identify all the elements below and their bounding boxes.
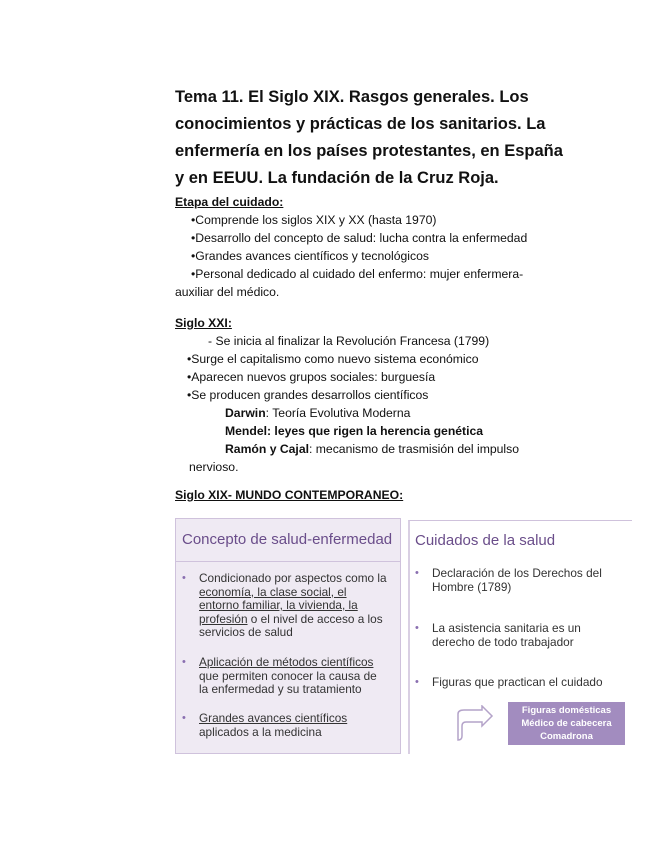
siglo-item-3: •Se producen grandes desarrollos científicos — [187, 388, 429, 402]
bullet-line: que permiten conocer la causa de — [199, 668, 377, 683]
bullet-icon: • — [182, 656, 186, 668]
etapa-header: Etapa del cuidado: — [175, 195, 284, 209]
siglo-header: Siglo XXI: — [175, 316, 232, 330]
scientist-name: Mendel: leyes que rigen la herencia genética — [225, 424, 484, 438]
bullet-icon: • — [182, 572, 186, 584]
scientist-darwin — [175, 404, 519, 422]
scientist-name: Darwin — [225, 406, 266, 420]
bullet-rest: o el nivel de acceso a los — [247, 611, 383, 626]
bullet-line: Declaración de los Derechos del — [432, 566, 602, 580]
bullet-line: la enfermedad y su tratamiento — [199, 682, 362, 696]
bullet-line: Grandes avances científicos — [199, 711, 348, 725]
scientist-mendel — [175, 422, 519, 440]
figures-box — [508, 702, 625, 745]
etapa-item-2: •Desarrollo del concepto de salud: lucha contra la enfermedad — [191, 231, 528, 245]
bullet-icon: • — [182, 712, 186, 724]
left-bullet-2 — [182, 655, 377, 697]
contemporaneo-header: Siglo XIX- MUNDO CONTEMPORANEO: — [175, 488, 404, 502]
bullet-line: Hombre (1789) — [432, 579, 512, 594]
bullet-line — [199, 613, 387, 627]
figure-item: Comadrona — [540, 731, 593, 742]
siglo-item-2: •Aparecen nuevos grupos sociales: burguesía — [187, 370, 436, 384]
scientist-desc: : mecanismo de trasmisión del impulso — [309, 442, 519, 456]
box-divider — [176, 561, 400, 562]
salud-enfermedad-box — [175, 518, 401, 754]
etapa-section — [175, 193, 527, 301]
title-line-3: enfermería en los países protestantes, en España — [175, 142, 563, 160]
box-title: Concepto de salud-enfermedad — [182, 531, 393, 548]
cuidados-salud-box — [408, 520, 632, 754]
bullet-icon: • — [415, 676, 419, 688]
scientist-desc: : Teoría Evolutiva Moderna — [265, 406, 411, 420]
box-title: Cuidados de la salud — [415, 532, 556, 549]
bullet-icon: • — [415, 567, 419, 579]
bullet-line: entorno familiar, la vivienda, la — [199, 598, 358, 612]
figure-item: Figuras domésticas — [521, 705, 612, 716]
title-line-1: Tema 11. El Siglo XIX. Rasgos generales. Los — [175, 88, 529, 106]
etapa-item-3: •Grandes avances científicos y tecnológicos — [191, 249, 429, 263]
siglo-section — [175, 314, 519, 476]
page-title — [175, 84, 575, 192]
right-bullet-3 — [415, 675, 603, 690]
etapa-item-1: •Comprende los siglos XIX y XX (hasta 1970) — [191, 213, 437, 227]
left-bullet-1 — [182, 571, 387, 640]
right-bullet-1 — [415, 566, 602, 594]
bullet-underlined-word: profesión — [199, 611, 248, 626]
title-line-4: y en EEUU. La fundación de la Cruz Roja. — [175, 169, 499, 187]
bullet-line: economía, la clase social, el — [199, 584, 347, 599]
bullet-line: La asistencia sanitaria es un — [432, 621, 581, 635]
etapa-item-4: •Personal dedicado al cuidado del enfermo: mujer enfermera- — [191, 267, 524, 281]
siglo-dash-item: - Se inicia al finalizar la Revolución Francesa (1799) — [208, 334, 490, 348]
etapa-continuation: auxiliar del médico. — [175, 285, 280, 299]
bullet-icon: • — [415, 622, 419, 634]
bullet-line: Figuras que practican el cuidado — [432, 675, 603, 689]
bullet-line: derecho de todo trabajador — [432, 634, 574, 649]
title-line-2: conocimientos y prácticas de los sanitarios. La — [175, 115, 546, 133]
bullet-line: Aplicación de métodos científicos — [199, 655, 374, 669]
bullet-line: servicios de salud — [199, 625, 293, 639]
bullet-line: aplicados a la medicina — [199, 724, 322, 739]
left-bullet-3 — [182, 711, 348, 739]
scientist-name: Ramón y Cajal — [225, 442, 309, 456]
right-bullet-2 — [415, 621, 581, 649]
siglo-continuation: nervioso. — [189, 460, 239, 474]
scientist-cajal — [175, 440, 519, 458]
figure-item: Médico de cabecera — [521, 718, 612, 729]
curved-arrow-icon — [454, 705, 494, 741]
bullet-line: Condicionado por aspectos como la — [199, 571, 387, 585]
siglo-item-1: •Surge el capitalismo como nuevo sistema económico — [187, 352, 479, 366]
